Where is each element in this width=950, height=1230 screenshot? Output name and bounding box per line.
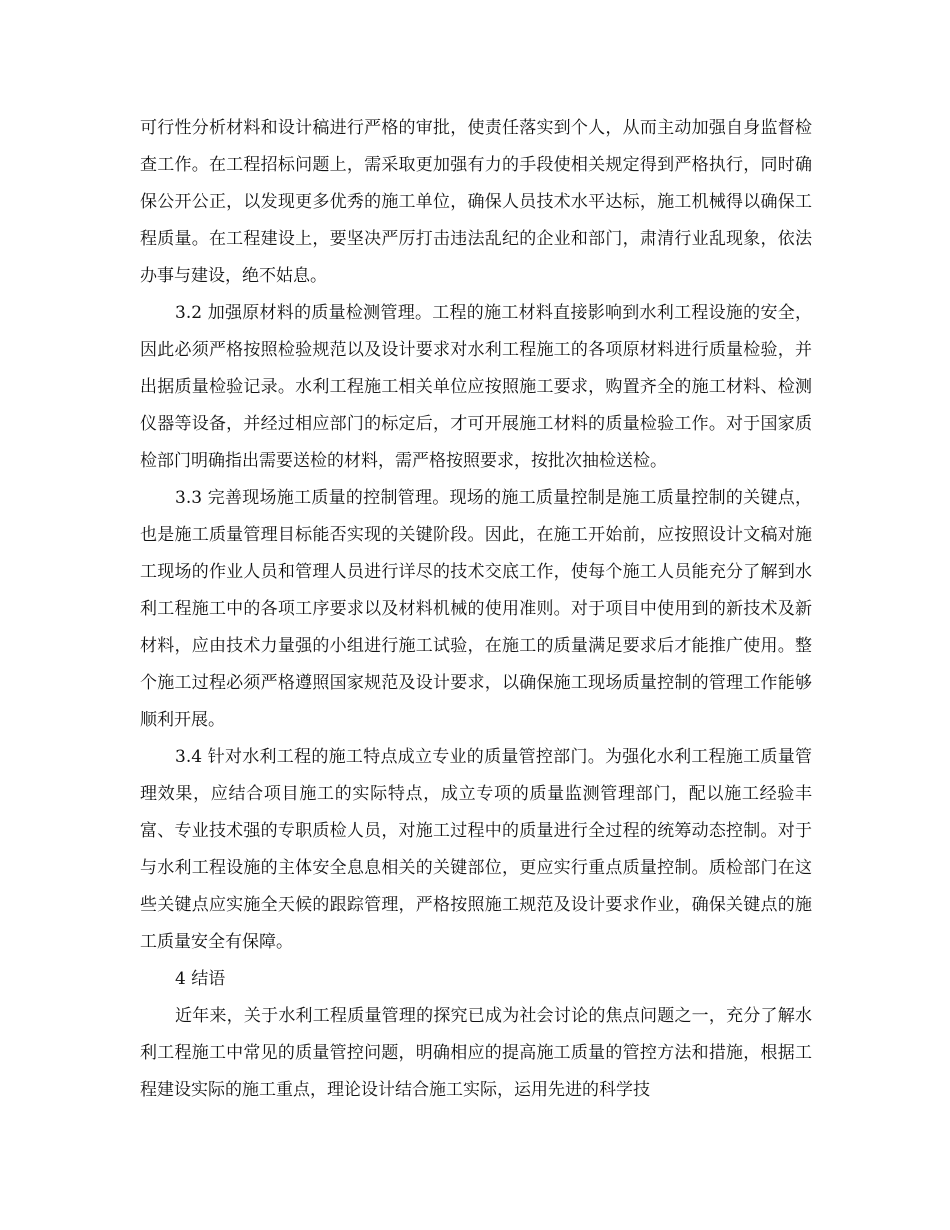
section-heading-conclusion: 4 结语: [175, 969, 226, 989]
paragraph-continuation: 可行性分析材料和设计稿进行严格的审批，使责任落实到个人，从而主动加强自身监督检查工作。在工程招标问题上，需采取更加强有力的手段使相关规定得到严格执行，同时确保公开公正，以发现更多优秀的施工单位，确保人员技术水平达标，施工机械得以确保工程质量。在工程建设上，要坚决严厉打击违法乱纪的企业和部门，肃清行业乱现象，依法办事与建设，绝不姑息。: [140, 118, 812, 286]
paragraph-section-3-2: 3.2 加强原材料的质量检测管理。工程的施工材料直接影响到水利工程设施的安全，因此必须严格按照检验规范以及设计要求对水利工程施工的各项原材料进行质量检验，并出据质量检验记录。水利工程施工相关单位应按照施工要求，购置齐全的施工材料、检测仪器等设备，并经过相应部门的标定后，才可开展施工材料的质量检验工作。对于国家质检部门明确指出需要送检的材料，需严格按照要求，按批次抽检送检。: [140, 303, 812, 471]
paragraph-section-3-4: 3.4 针对水利工程的施工特点成立专业的质量管控部门。为强化水利工程施工质量管理效果，应结合项目施工的实际特点，成立专项的质量监测管理部门，配以施工经验丰富、专业技术强的专职质检人员，对施工过程中的质量进行全过程的统筹动态控制。对于与水利工程设施的主体安全息息相关的关键部位，更应实行重点质量控制。质检部门在这些关键点应实施全天候的跟踪管理，严格按照施工规范及设计要求作业，确保关键点的施工质量安全有保障。: [140, 747, 812, 952]
paragraph-conclusion: 近年来，关于水利工程质量管理的探究已成为社会讨论的焦点问题之一，充分了解水利工程施工中常见的质量管控问题，明确相应的提高施工质量的管控方法和措施，根据工程建设实际的施工重点，理论设计结合施工实际，运用先进的科学技: [140, 1006, 812, 1100]
paragraph-section-3-3: 3.3 完善现场施工质量的控制管理。现场的施工质量控制是施工质量控制的关键点，也是施工质量管理目标能否实现的关键阶段。因此，在施工开始前，应按照设计文稿对施工现场的作业人员和管理人员进行详尽的技术交底工作，使每个施工人员能充分了解到水利工程施工中的各项工序要求以及材料机械的使用准则。对于项目中使用到的新技术及新材料，应由技术力量强的小组进行施工试验，在施工的质量满足要求后才能推广使用。整个施工过程必须严格遵照国家规范及设计要求，以确保施工现场质量控制的管理工作能够顺利开展。: [140, 488, 812, 730]
document-body: [140, 110, 812, 1109]
